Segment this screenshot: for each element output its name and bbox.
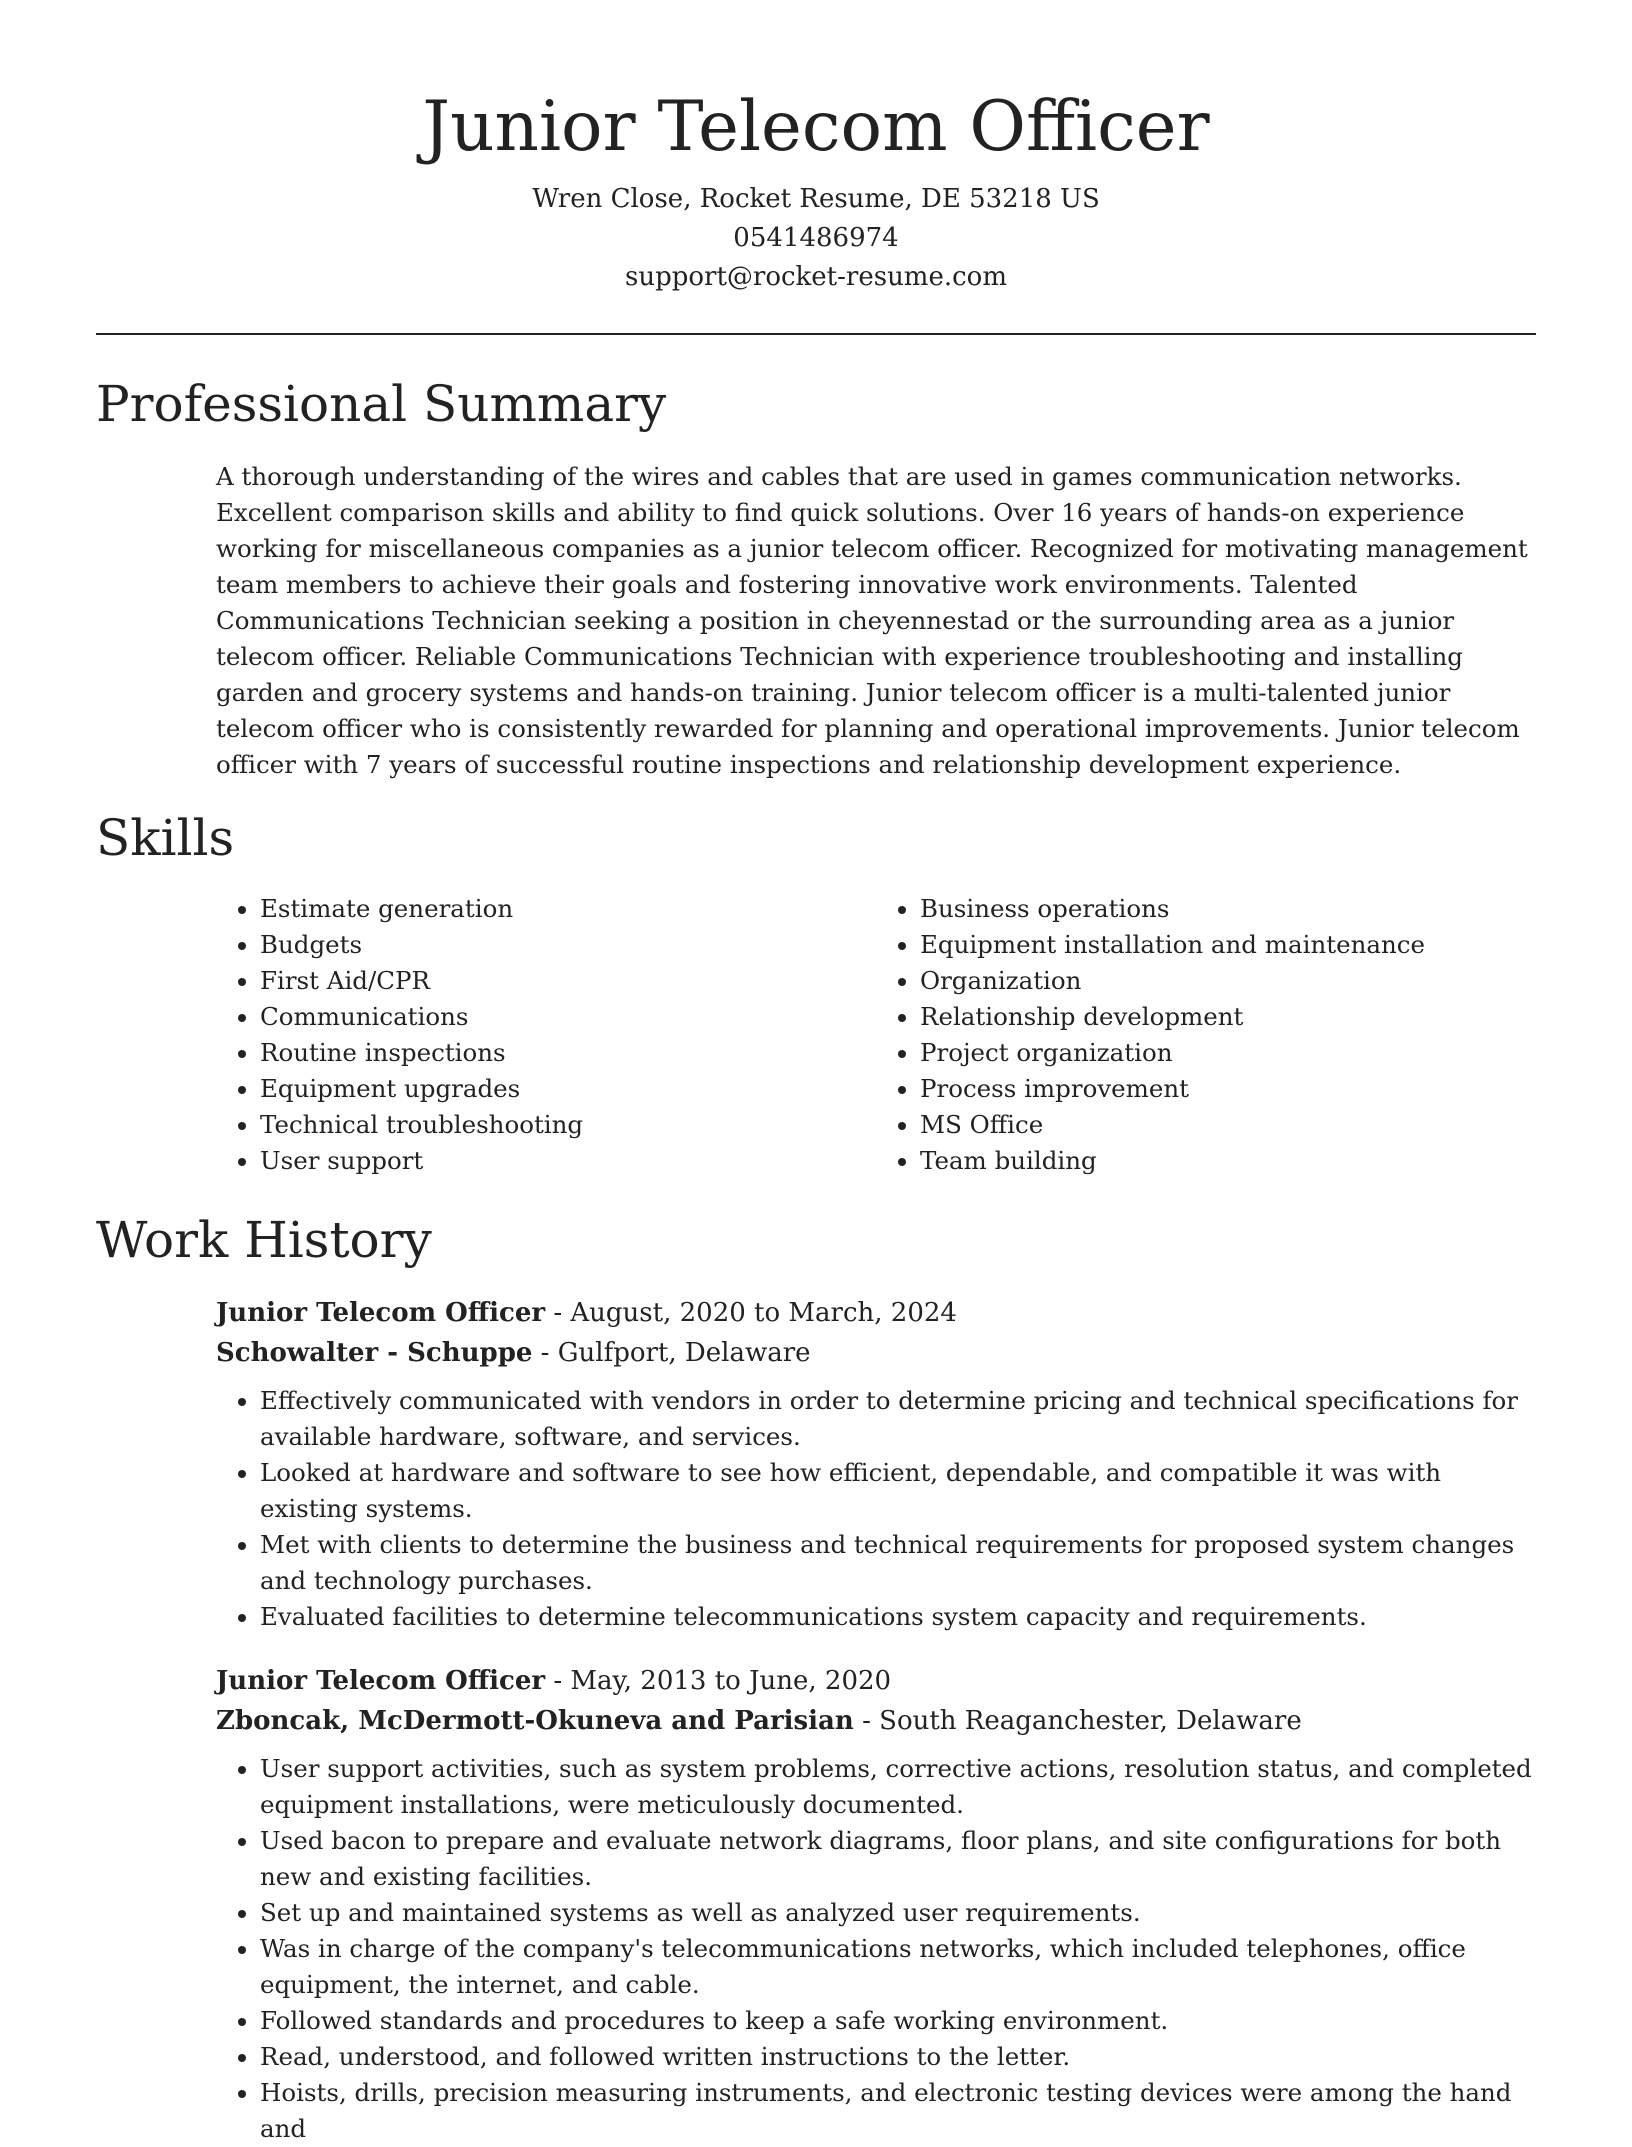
job-title-line (216, 1661, 1536, 1701)
contact-address: Wren Close, Rocket Resume, DE 53218 US (532, 184, 1100, 214)
summary-section (96, 371, 1536, 783)
job-duty: • User support activities, such as system problems, corrective actions, resolution status, and completed equipment installations, were meticulously documented. (260, 1751, 1536, 1823)
skill-item: • Relationship development (920, 999, 1536, 1035)
skill-item: • Communications (260, 999, 876, 1035)
skill-item: • Organization (920, 963, 1536, 999)
job-location: - Gulfport, Delaware (532, 1338, 811, 1368)
job-company-line (216, 1333, 1536, 1373)
skill-item: • Budgets (260, 927, 876, 963)
job-duty: • Evaluated facilities to determine telecommunications system capacity and requirements. (260, 1599, 1536, 1635)
job-position: Junior Telecom Officer (216, 1666, 546, 1696)
job-entry (216, 1293, 1536, 1635)
summary-heading: Professional Summary (96, 375, 667, 433)
work-history-heading: Work History (96, 1211, 432, 1269)
skills-grid (216, 891, 1536, 1179)
skill-item: • MS Office (920, 1107, 1536, 1143)
job-title-line (216, 1293, 1536, 1333)
skill-item: • Technical troubleshooting (260, 1107, 876, 1143)
job-dates: - May, 2013 to June, 2020 (545, 1666, 892, 1696)
job-duty: • Was in charge of the company's telecommunications networks, which included telephones, office equipment, the internet, and cable. (260, 1931, 1536, 2003)
contact-phone: 0541486974 (733, 223, 899, 253)
job-duty: • Effectively communicated with vendors in order to determine pricing and technical specifications for available hardware, software, and services. (260, 1383, 1536, 1455)
job-duty: • Followed standards and procedures to keep a safe working environment. (260, 2003, 1536, 2039)
job-duty: • Met with clients to determine the business and technical requirements for proposed system changes and technology purchases. (260, 1527, 1536, 1599)
work-history-section (96, 1207, 1536, 2147)
page-title: Junior Telecom Officer (422, 87, 1210, 167)
skill-item: • First Aid/CPR (260, 963, 876, 999)
job-company: Zboncak, McDermott-Okuneva and Parisian (216, 1706, 854, 1736)
job-location: - South Reaganchester, Delaware (853, 1706, 1302, 1736)
contact-email: support@rocket-resume.com (624, 262, 1007, 292)
skill-item: • Team building (920, 1143, 1536, 1179)
summary-text: A thorough understanding of the wires and cables that are used in games communication networks. Excellent comparison skills and ability to find quick solutions. Over 16 years of hands-on experience working for miscellaneous companies as a junior telecom officer. Recognized for motivating management team members to achieve their goals and fostering innovative work environments. Talented Communications Technician seeking a position in cheyennestad or the surrounding area as a junior telecom officer. Reliable Communications Technician with experience troubleshooting and installing garden and grocery systems and hands-on training. Junior telecom officer is a multi-talented junior telecom officer who is consistently rewarded for planning and operational improvements. Junior telecom officer with 7 years of successful routine inspections and relationship development experience. (216, 462, 1528, 779)
job-position: Junior Telecom Officer (216, 1298, 546, 1328)
job-duty: • Read, understood, and followed written instructions to the letter. (260, 2039, 1536, 2075)
skill-item: • Equipment installation and maintenance (920, 927, 1536, 963)
skill-item: • Equipment upgrades (260, 1071, 876, 1107)
job-company-line (216, 1701, 1536, 1741)
job-company: Schowalter - Schuppe (216, 1338, 533, 1368)
header-divider (96, 333, 1536, 335)
job-duty: • Hoists, drills, precision measuring instruments, and electronic testing devices were among the hand and (260, 2075, 1536, 2147)
job-entry (216, 1661, 1536, 2147)
contact-block (96, 180, 1536, 297)
skill-item: • User support (260, 1143, 876, 1179)
job-duties-list (216, 1383, 1536, 1635)
skills-list-left (216, 891, 876, 1179)
skill-item: • Estimate generation (260, 891, 876, 927)
skills-list-right (876, 891, 1536, 1179)
resume-header (96, 0, 1536, 297)
job-duty: • Used bacon to prepare and evaluate network diagrams, floor plans, and site configurations for both new and existing facilities. (260, 1823, 1536, 1895)
skill-item: • Project organization (920, 1035, 1536, 1071)
job-duties-list (216, 1751, 1536, 2147)
skill-item: • Process improvement (920, 1071, 1536, 1107)
skills-section (96, 805, 1536, 1179)
job-duty: • Set up and maintained systems as well as analyzed user requirements. (260, 1895, 1536, 1931)
skills-heading: Skills (96, 809, 235, 867)
resume-page (96, 0, 1536, 2147)
job-dates: - August, 2020 to March, 2024 (545, 1298, 957, 1328)
skill-item: • Routine inspections (260, 1035, 876, 1071)
job-duty: • Looked at hardware and software to see how efficient, dependable, and compatible it was with existing systems. (260, 1455, 1536, 1527)
skill-item: • Business operations (920, 891, 1536, 927)
